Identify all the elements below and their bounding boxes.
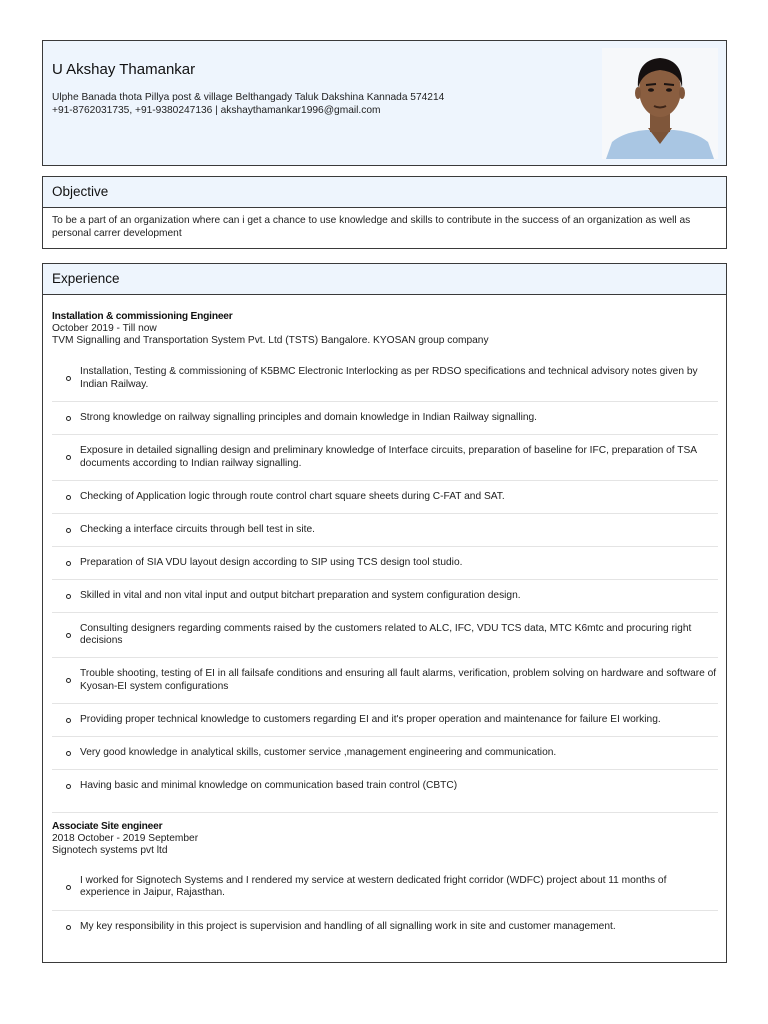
bullet-icon (66, 528, 71, 533)
bullet-icon (66, 678, 71, 683)
bullet-icon (66, 784, 71, 789)
job-entry (52, 311, 717, 347)
profile-photo (602, 48, 718, 159)
objective-section (42, 176, 727, 249)
job-period: October 2019 - Till now (52, 323, 157, 334)
experience-heading: Experience (43, 264, 726, 295)
list-item: Installation, Testing & commissioning of K5BMC Electronic Interlocking as per RDSO specifications and technical advisory notes given by Indian Railway. (52, 356, 718, 402)
bullet-icon (66, 633, 71, 638)
objective-text: To be a part of an organization where can i get a chance to use knowledge and skills to contribute in the success of an organization as well as personal carrer development (52, 215, 691, 239)
bullet-icon (66, 718, 71, 723)
job-responsibilities (52, 356, 718, 803)
list-item: I worked for Signotech Systems and I rendered my service at western dedicated fright corridor (WDFC) project about 11 months of experience in Jaipur, Rajasthan. (52, 864, 718, 911)
job-title: Installation & commissioning Engineer (52, 311, 233, 322)
bullet-icon (66, 885, 71, 890)
job-responsibilities (52, 864, 718, 944)
job-period: 2018 October - 2019 September (52, 833, 199, 844)
list-item: Skilled in vital and non vital input and output bitchart preparation and system configuration design. (52, 580, 718, 613)
job-company: Signotech systems pvt ltd (52, 845, 168, 857)
job-title: Associate Site engineer (52, 821, 163, 832)
contact-block (52, 92, 444, 117)
objective-heading: Objective (43, 177, 726, 208)
bullet-icon (66, 561, 71, 566)
contact-line: +91-8762031735, +91-9380247136 | akshaythamankar1996@gmail.com (52, 104, 381, 116)
list-item: Checking of Application logic through route control chart square sheets during C-FAT and SAT. (52, 481, 718, 514)
list-item: Exposure in detailed signalling design and preliminary knowledge of Interface circuits, preparation of baseline for IFC, preparation of TSA documents according to Indian railway signalling. (52, 435, 718, 481)
list-item: Strong knowledge on railway signalling principles and domain knowledge in Indian Railway signalling. (52, 402, 718, 435)
job-company: TVM Signalling and Transportation System Pvt. Ltd (TSTS) Bangalore. KYOSAN group company (52, 335, 489, 347)
list-item: Very good knowledge in analytical skills, customer service ,management engineering and communication. (52, 737, 718, 770)
list-item: Preparation of SIA VDU layout design according to SIP using TCS design tool studio. (52, 547, 718, 580)
bullet-icon (66, 416, 71, 421)
bullet-icon (66, 594, 71, 599)
bullet-icon (66, 751, 71, 756)
list-item: Trouble shooting, testing of EI in all failsafe conditions and ensuring all fault alarms, verification, problem solving on hardware and software of Kyosan-EI system configurations (52, 658, 718, 704)
job-entry (52, 821, 717, 857)
list-item: Having basic and minimal knowledge on communication based train control (CBTC) (52, 770, 718, 803)
list-item: My key responsibility in this project is supervision and handling of all signalling work in site and customer management. (52, 911, 718, 944)
experience-section (42, 263, 727, 963)
bullet-icon (66, 376, 71, 381)
header-card (42, 40, 727, 166)
bullet-icon (66, 455, 71, 460)
list-item: Providing proper technical knowledge to customers regarding EI and it's proper operation and maintenance for failure EI working. (52, 704, 718, 737)
job-divider (52, 812, 718, 813)
list-item: Checking a interface circuits through bell test in site. (52, 514, 718, 547)
bullet-icon (66, 495, 71, 500)
bullet-icon (66, 925, 71, 930)
list-item: Consulting designers regarding comments raised by the customers related to ALC, IFC, VDU TCS data, MTC K6mtc and procuring right decisions (52, 613, 718, 658)
profile-photo-illustration (602, 48, 718, 159)
candidate-name: U Akshay Thamankar (52, 61, 196, 78)
address-line: Ulphe Banada thota Pillya post & village Belthangady Taluk Dakshina Kannada 574214 (52, 92, 445, 103)
